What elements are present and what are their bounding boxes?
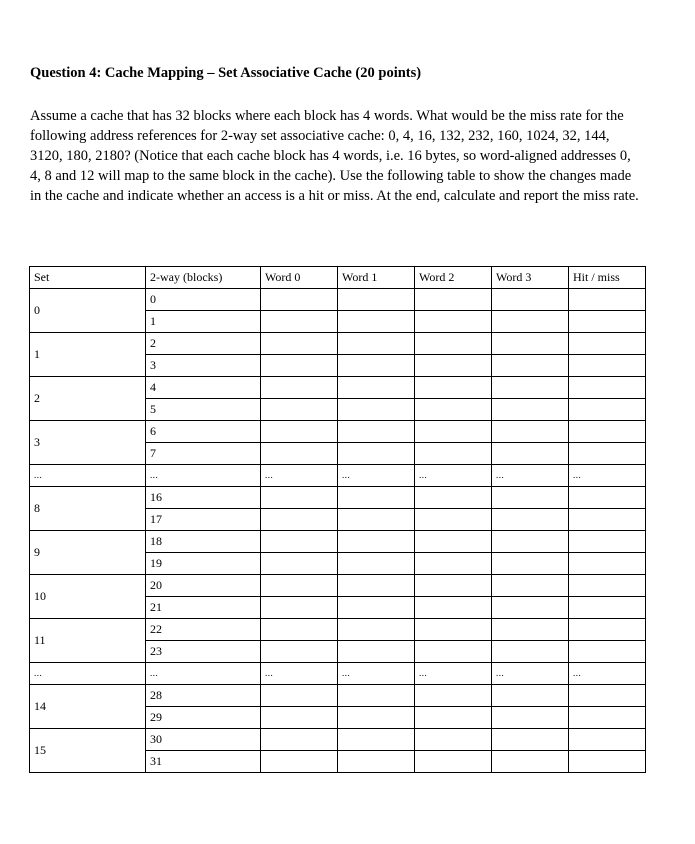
word-cell[interactable] [492, 355, 569, 377]
word-cell[interactable] [261, 641, 338, 663]
table-header-row [30, 267, 646, 289]
word-cell[interactable] [338, 355, 415, 377]
word-cell[interactable] [492, 399, 569, 421]
table-row [30, 575, 646, 597]
ellipsis-cell[interactable]: ... [261, 465, 338, 487]
word-cell[interactable] [261, 333, 338, 355]
block-cell: 20 [146, 575, 261, 597]
hit-miss-cell[interactable] [569, 751, 646, 773]
word-cell[interactable] [492, 751, 569, 773]
word-cell[interactable] [415, 685, 492, 707]
set-cell: ... [30, 465, 146, 487]
word-cell[interactable] [415, 707, 492, 729]
hit-miss-cell[interactable] [569, 575, 646, 597]
block-cell: 19 [146, 553, 261, 575]
block-cell: 6 [146, 421, 261, 443]
ellipsis-cell[interactable]: ... [415, 465, 492, 487]
word-cell[interactable] [261, 619, 338, 641]
ellipsis-cell[interactable]: ... [569, 465, 646, 487]
column-header: Word 2 [415, 267, 492, 289]
table-row [30, 685, 646, 707]
set-cell: 15 [30, 729, 146, 773]
hit-miss-cell[interactable] [569, 509, 646, 531]
word-cell[interactable] [415, 751, 492, 773]
hit-miss-cell[interactable] [569, 487, 646, 509]
set-cell: 14 [30, 685, 146, 729]
word-cell[interactable] [261, 553, 338, 575]
word-cell[interactable] [261, 399, 338, 421]
word-cell[interactable] [415, 333, 492, 355]
set-cell: 1 [30, 333, 146, 377]
word-cell[interactable] [338, 553, 415, 575]
word-cell[interactable] [261, 597, 338, 619]
word-cell[interactable] [338, 531, 415, 553]
block-cell: 2 [146, 333, 261, 355]
word-cell[interactable] [415, 399, 492, 421]
word-cell[interactable] [415, 641, 492, 663]
word-cell[interactable] [492, 289, 569, 311]
ellipsis-cell[interactable]: ... [338, 465, 415, 487]
word-cell[interactable] [415, 531, 492, 553]
word-cell[interactable] [338, 619, 415, 641]
table-row [30, 531, 646, 553]
ellipsis-cell[interactable]: ... [338, 663, 415, 685]
word-cell[interactable] [415, 509, 492, 531]
word-cell[interactable] [338, 597, 415, 619]
word-cell[interactable] [492, 729, 569, 751]
hit-miss-cell[interactable] [569, 597, 646, 619]
block-cell: ... [146, 465, 261, 487]
word-cell[interactable] [415, 729, 492, 751]
word-cell[interactable] [338, 377, 415, 399]
word-cell[interactable] [415, 355, 492, 377]
word-cell[interactable] [261, 685, 338, 707]
table-row [30, 729, 646, 751]
word-cell[interactable] [338, 399, 415, 421]
block-cell: 31 [146, 751, 261, 773]
hit-miss-cell[interactable] [569, 707, 646, 729]
block-cell: 4 [146, 377, 261, 399]
word-cell[interactable] [261, 355, 338, 377]
word-cell[interactable] [261, 531, 338, 553]
word-cell[interactable] [415, 575, 492, 597]
cache-table [29, 266, 646, 773]
word-cell[interactable] [492, 333, 569, 355]
word-cell[interactable] [261, 729, 338, 751]
hit-miss-cell[interactable] [569, 729, 646, 751]
word-cell[interactable] [492, 443, 569, 465]
hit-miss-cell[interactable] [569, 531, 646, 553]
block-cell: 21 [146, 597, 261, 619]
hit-miss-cell[interactable] [569, 333, 646, 355]
hit-miss-cell[interactable] [569, 619, 646, 641]
set-cell: 9 [30, 531, 146, 575]
table-row [30, 289, 646, 311]
set-cell: 2 [30, 377, 146, 421]
table-row [30, 421, 646, 443]
ellipsis-row [30, 663, 646, 685]
word-cell[interactable] [261, 707, 338, 729]
word-cell[interactable] [492, 487, 569, 509]
block-cell: 7 [146, 443, 261, 465]
column-header: Word 0 [261, 267, 338, 289]
column-header: Word 3 [492, 267, 569, 289]
block-cell: 18 [146, 531, 261, 553]
block-cell: 23 [146, 641, 261, 663]
hit-miss-cell[interactable] [569, 311, 646, 333]
hit-miss-cell[interactable] [569, 421, 646, 443]
word-cell[interactable] [338, 729, 415, 751]
word-cell[interactable] [415, 421, 492, 443]
word-cell[interactable] [492, 619, 569, 641]
word-cell[interactable] [338, 641, 415, 663]
word-cell[interactable] [492, 641, 569, 663]
word-cell[interactable] [261, 311, 338, 333]
word-cell[interactable] [338, 487, 415, 509]
hit-miss-cell[interactable] [569, 685, 646, 707]
hit-miss-cell[interactable] [569, 399, 646, 421]
word-cell[interactable] [338, 575, 415, 597]
word-cell[interactable] [338, 333, 415, 355]
ellipsis-cell[interactable]: ... [492, 663, 569, 685]
block-cell: 0 [146, 289, 261, 311]
word-cell[interactable] [338, 751, 415, 773]
table-row [30, 619, 646, 641]
word-cell[interactable] [261, 751, 338, 773]
column-header: Word 1 [338, 267, 415, 289]
word-cell[interactable] [492, 311, 569, 333]
word-cell[interactable] [261, 509, 338, 531]
question-title: Question 4: Cache Mapping – Set Associative Cache (20 points) [30, 65, 422, 81]
word-cell[interactable] [261, 443, 338, 465]
word-cell[interactable] [338, 421, 415, 443]
word-cell[interactable] [492, 707, 569, 729]
column-header: Set [30, 267, 146, 289]
block-cell: ... [146, 663, 261, 685]
hit-miss-cell[interactable] [569, 641, 646, 663]
column-header: Hit / miss [569, 267, 646, 289]
word-cell[interactable] [492, 575, 569, 597]
word-cell[interactable] [338, 685, 415, 707]
hit-miss-cell[interactable] [569, 553, 646, 575]
word-cell[interactable] [415, 487, 492, 509]
question-body: Assume a cache that has 32 blocks where each block has 4 words. What would be the miss rate for the following address references for 2-way set associative cache: 0, 4, 16, 132, 232, 160, 1024, 32, 144, 3120, 180, 2180? (Notice that each cache block has 4 words, i.e. 16 bytes, so word-aligned addresses 0, 4, 8 and 12 will map to the same block in the cache). Use the following table to show the changes made in the cache and indicate whether an access is a hit or miss. At the end, calculate and report the miss rate. [30, 108, 639, 205]
word-cell[interactable] [338, 311, 415, 333]
word-cell[interactable] [492, 597, 569, 619]
word-cell[interactable] [415, 377, 492, 399]
word-cell[interactable] [415, 311, 492, 333]
block-cell: 29 [146, 707, 261, 729]
hit-miss-cell[interactable] [569, 289, 646, 311]
word-cell[interactable] [338, 509, 415, 531]
block-cell: 17 [146, 509, 261, 531]
set-cell: 11 [30, 619, 146, 663]
word-cell[interactable] [261, 487, 338, 509]
word-cell[interactable] [261, 421, 338, 443]
block-cell: 28 [146, 685, 261, 707]
word-cell[interactable] [415, 443, 492, 465]
set-cell: 8 [30, 487, 146, 531]
block-cell: 16 [146, 487, 261, 509]
block-cell: 22 [146, 619, 261, 641]
block-cell: 5 [146, 399, 261, 421]
word-cell[interactable] [261, 575, 338, 597]
table-row [30, 377, 646, 399]
word-cell[interactable] [492, 685, 569, 707]
word-cell[interactable] [415, 597, 492, 619]
hit-miss-cell[interactable] [569, 443, 646, 465]
column-header: 2-way (blocks) [146, 267, 261, 289]
ellipsis-row [30, 465, 646, 487]
ellipsis-cell[interactable]: ... [569, 663, 646, 685]
word-cell[interactable] [492, 553, 569, 575]
table-row [30, 487, 646, 509]
word-cell[interactable] [415, 619, 492, 641]
set-cell: 10 [30, 575, 146, 619]
ellipsis-cell[interactable]: ... [492, 465, 569, 487]
word-cell[interactable] [415, 553, 492, 575]
word-cell[interactable] [492, 531, 569, 553]
set-cell: 0 [30, 289, 146, 333]
hit-miss-cell[interactable] [569, 377, 646, 399]
block-cell: 30 [146, 729, 261, 751]
ellipsis-cell[interactable]: ... [261, 663, 338, 685]
word-cell[interactable] [261, 377, 338, 399]
hit-miss-cell[interactable] [569, 355, 646, 377]
set-cell: 3 [30, 421, 146, 465]
table-row [30, 333, 646, 355]
word-cell[interactable] [338, 443, 415, 465]
word-cell[interactable] [338, 707, 415, 729]
word-cell[interactable] [492, 421, 569, 443]
block-cell: 1 [146, 311, 261, 333]
word-cell[interactable] [492, 509, 569, 531]
word-cell[interactable] [415, 289, 492, 311]
word-cell[interactable] [492, 377, 569, 399]
word-cell[interactable] [338, 289, 415, 311]
block-cell: 3 [146, 355, 261, 377]
ellipsis-cell[interactable]: ... [415, 663, 492, 685]
set-cell: ... [30, 663, 146, 685]
word-cell[interactable] [261, 289, 338, 311]
